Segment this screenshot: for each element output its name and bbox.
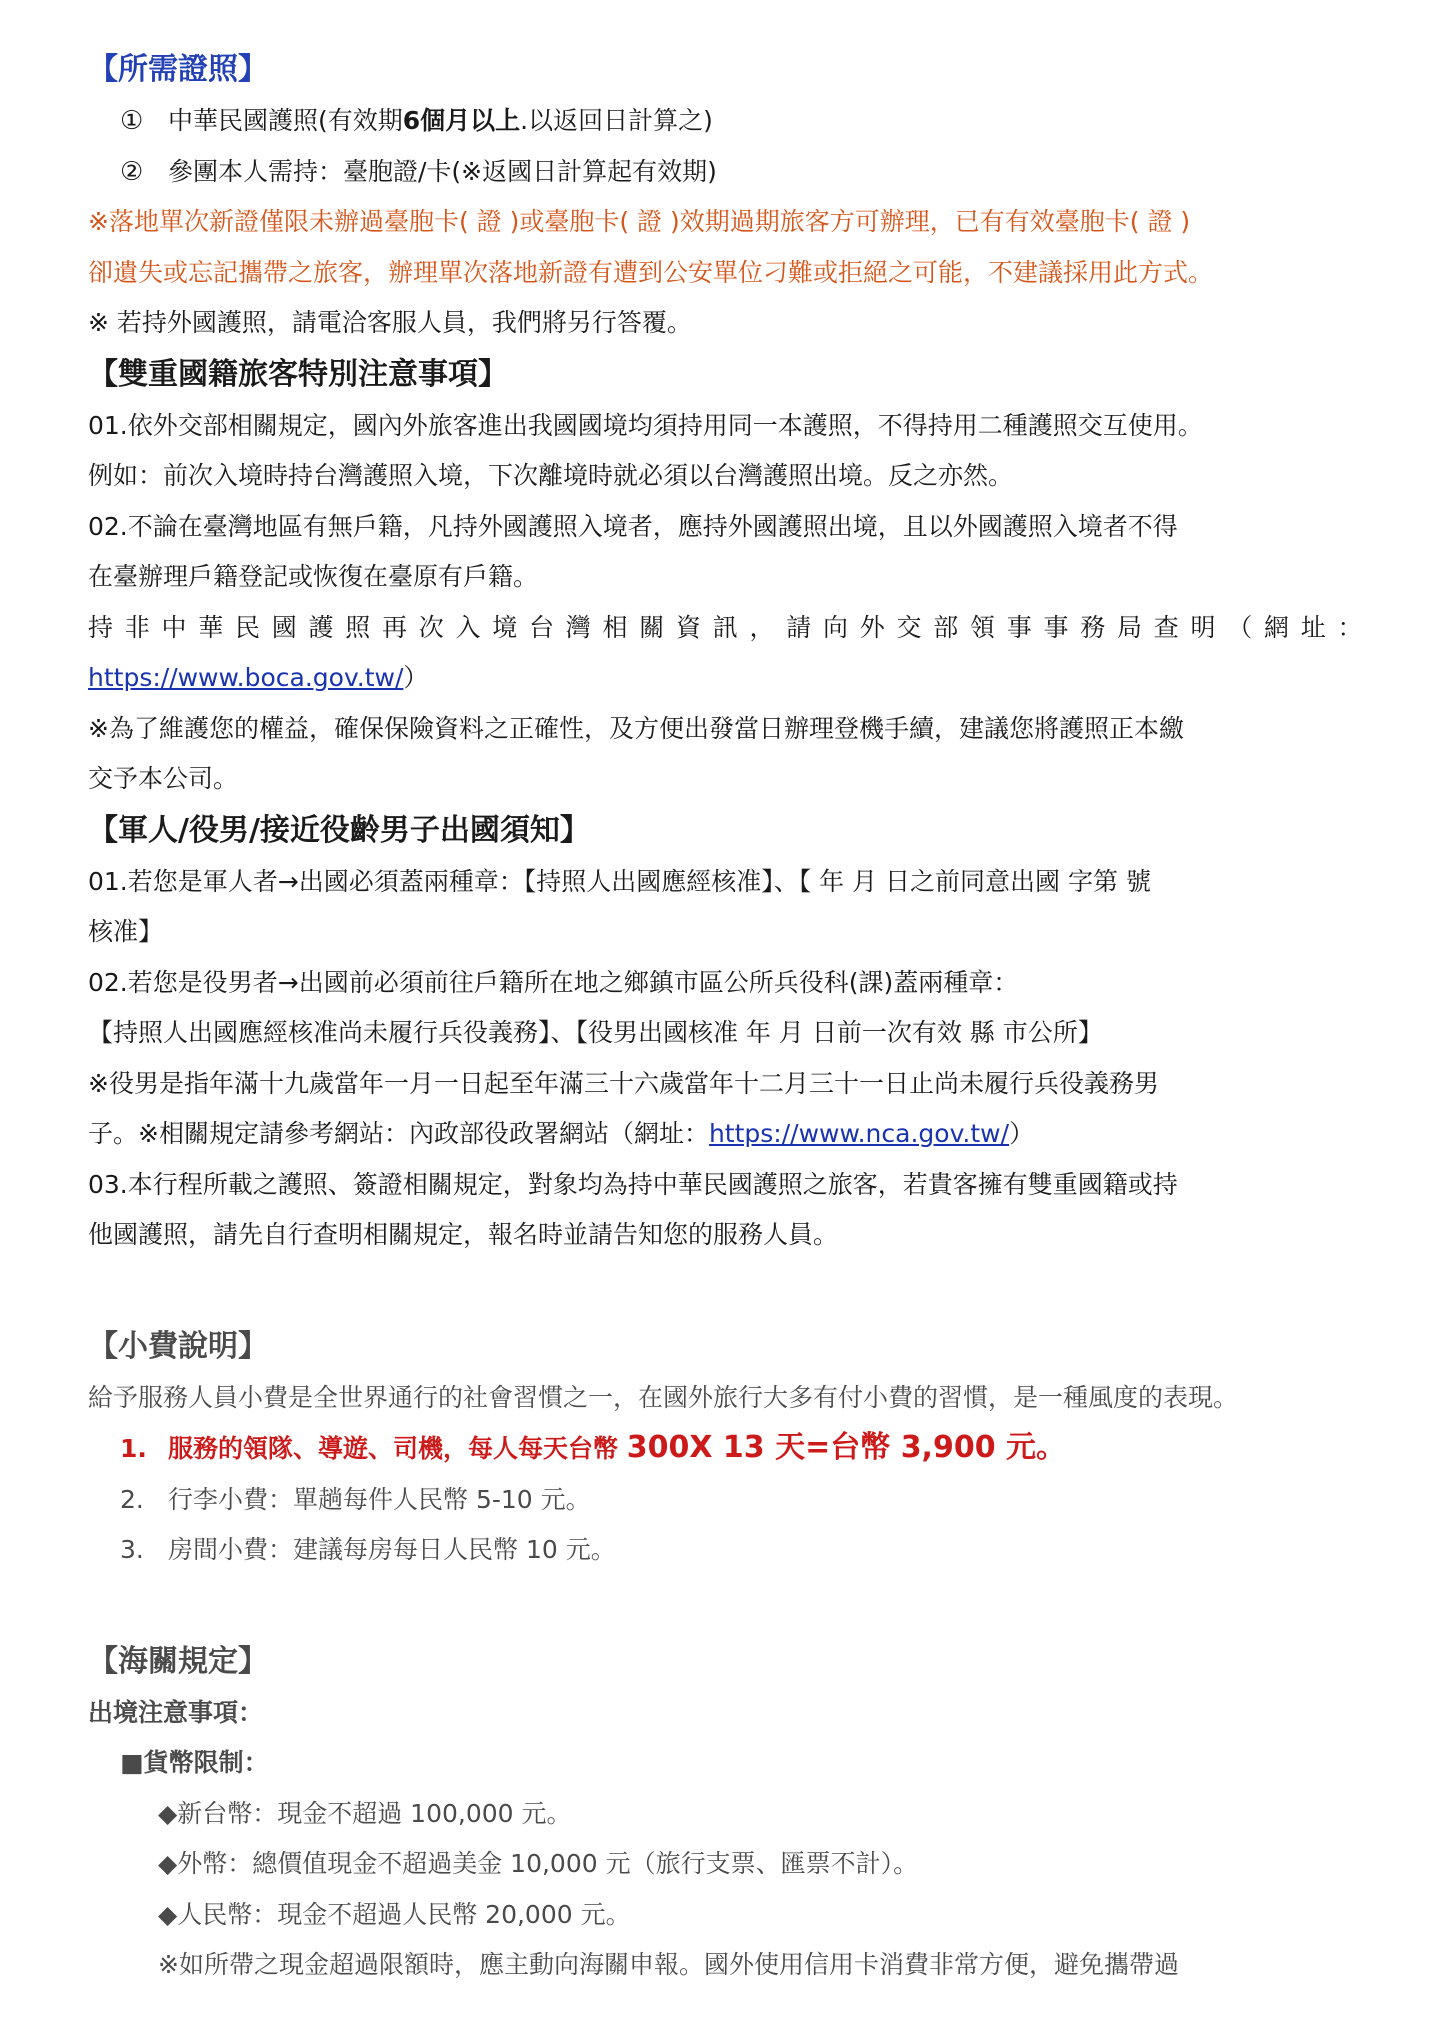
section-heading-military: 【軍人/役男/接近役齡男子出國須知】 [88,812,590,848]
paragraph-line: 持 非 中 華 民 國 護 照 再 次 入 境 台 灣 相 關 資 訊 ， 請 向 外 交 部 領 事 事 務 局 查 明 （ 網 址 ： [88,612,1363,642]
spacer [88,1261,1363,1321]
paragraph-line: 交予本公司。 [88,764,239,793]
subheading: ■貨幣限制： [120,1748,269,1777]
paragraph-line [88,1109,1363,1160]
list-text: 房間小費：建議每房每日人民幣 10 元。 [168,1535,616,1564]
emphasis-text: 300X 13 天=台幣 3,900 元。 [626,1430,1067,1465]
nca-link[interactable]: https://www.nca.gov.tw/ [708,1119,1010,1148]
warning-text: 卻遺失或忘記攜帶之旅客，辦理單次落地新證有遭到公安單位刁難或拒絕之可能，不建議採用此方式。 [88,257,1214,287]
list-item [88,147,1363,198]
note-text: ※ 若持外國護照，請電洽客服人員，我們將另行答覆。 [88,308,692,337]
paragraph-line: ※為了維護您的權益，確保保險資料之正確性，及方便出發當日辦理登機手續，建議您將護照正本繳 [88,713,1184,743]
paren-close: ） [1009,1119,1035,1148]
list-item: ◆人民幣：現金不超過人民幣 20,000 元。 [158,1899,631,1929]
paragraph-line: 03.本行程所載之護照、簽證相關規定，對象均為持中華民國護照之旅客，若貴客擁有雙重國籍或持 [88,1169,1178,1199]
list-number: 3. [120,1535,144,1564]
spacer [88,1576,1363,1636]
list-item [88,1525,1363,1576]
section-heading-documents: 【所需證照】 [88,52,268,87]
list-number: 1. [120,1434,147,1463]
list-item [88,96,1363,147]
paren-close: ） [403,663,429,692]
paragraph-text: 子。※相關規定請參考網站：內政部役政署網站（網址： [88,1119,709,1148]
paragraph-line: 核准】 [88,917,164,946]
paragraph-line: 02.不論在臺灣地區有無戶籍，凡持外國護照入境者，應持外國護照出境，且以外國護照入境者不得 [88,511,1178,541]
note-text: ※如所帶之現金超過限額時，應主動向海關申報。國外使用信用卡消費非常方便，避免攜帶過 [158,1950,1179,1979]
paragraph-line: 01.若您是軍人者→出國必須蓋兩種章：【持照人出國應經核准】、【 年 月 日之前同意出國 字第 號 [88,866,1151,896]
paragraph-line: 在臺辦理戶籍登記或恢復在臺原有戶籍。 [88,562,539,591]
list-item [88,1423,1363,1475]
paragraph-line: 例如：前次入境時持台灣護照入境，下次離境時就必須以台灣護照出境。反之亦然。 [88,461,1014,490]
paragraph-line: 01.依外交部相關規定，國內外旅客進出我國國境均須持用同一本護照，不得持用二種護照交互使用。 [88,410,1203,440]
document-page [88,44,1363,1991]
warning-text: ※落地單次新證僅限未辦過臺胞卡( 證 )或臺胞卡( 證 )效期過期旅客方可辦理，已有有效臺胞卡( 證 ) [88,207,1191,236]
list-item [88,1475,1363,1526]
subheading: 出境注意事項： [88,1697,264,1727]
paragraph-line: 【持照人出國應經核准尚未履行兵役義務】、【役男出國核准 年 月 日前一次有效 縣 市公所】 [88,1018,1103,1047]
list-item: ◆新台幣：現金不超過 100,000 元。 [158,1798,572,1828]
list-text: 服務的領隊、導遊、司機，每人每天台幣 [168,1434,627,1463]
paragraph-line: 給予服務人員小費是全世界通行的社會習慣之一，在國外旅行大多有付小費的習慣，是一種風度的表現。 [88,1382,1239,1412]
list-item: ◆外幣：總價值現金不超過美金 10,000 元（旅行支票、匯票不計）。 [158,1849,919,1878]
list-number: 2. [120,1484,144,1514]
list-marker: ② [120,156,144,187]
section-heading-customs: 【海關規定】 [88,1643,268,1679]
emphasis-text: 6個月以上 [402,106,521,135]
section-heading-dual-nationality: 【雙重國籍旅客特別注意事項】 [88,356,508,392]
paragraph-line: ※役男是指年滿十九歲當年一月一日起至年滿三十六歲當年十二月三十一日止尚未履行兵役義務男 [88,1068,1159,1098]
list-text: .以返回日計算之) [520,106,713,135]
list-text: 參團本人需持：臺胞證/卡(※返國日計算起有效期) [168,156,717,186]
boca-link[interactable]: https://www.boca.gov.tw/ [88,663,404,692]
list-marker: ① [120,106,144,136]
paragraph-line [88,653,1363,704]
list-text: 中華民國護照(有效期 [168,106,403,135]
paragraph-line: 02.若您是役男者→出國前必須前往戶籍所在地之鄉鎮市區公所兵役科(課)蓋兩種章： [88,967,1019,997]
list-text: 行李小費：單趟每件人民幣 5-10 元。 [168,1484,591,1514]
section-heading-tips: 【小費說明】 [88,1328,268,1364]
paragraph-line: 他國護照，請先自行查明相關規定，報名時並請告知您的服務人員。 [88,1220,839,1249]
